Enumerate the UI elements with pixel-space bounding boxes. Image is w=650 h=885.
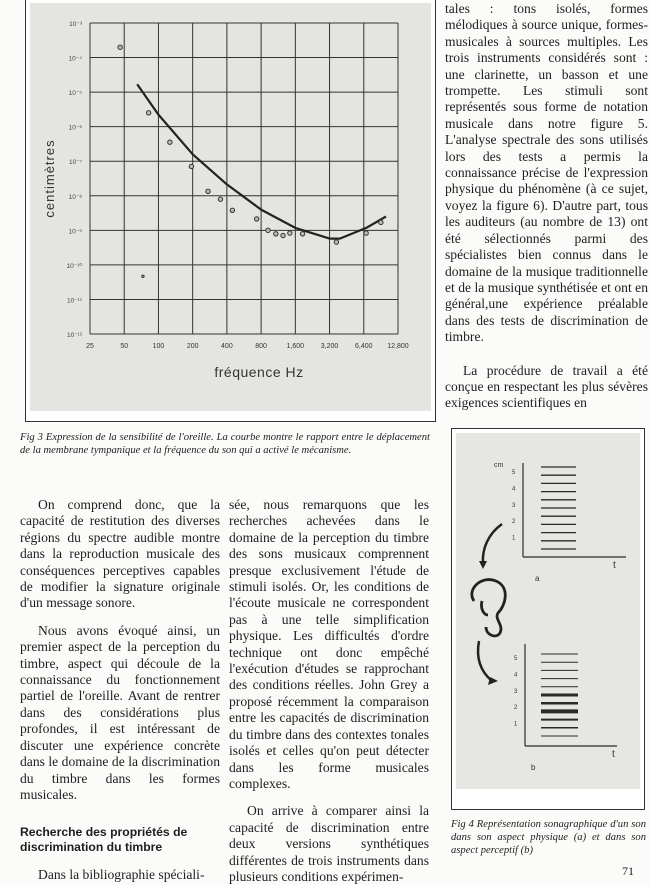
y-tick-label: 10⁻⁸ — [68, 193, 82, 201]
x-tick-label: 25 — [86, 343, 94, 350]
y-axis-label: centimètres — [42, 139, 57, 218]
x-tick-label: 100 — [152, 343, 165, 350]
y-tick-label: 3 — [514, 688, 518, 695]
x-tick-label: 800 — [255, 343, 267, 350]
x-tick-label: 3,200 — [320, 343, 339, 350]
data-point — [379, 220, 383, 224]
right-column-text — [445, 1, 648, 412]
sonagraph-diagram — [452, 429, 644, 809]
y-tick-label: 10⁻⁷ — [68, 159, 82, 167]
y-tick-label: 4 — [512, 486, 516, 493]
x-tick-label: 50 — [120, 343, 129, 350]
y-tick-label: 5 — [512, 470, 516, 476]
y-tick-label: 5 — [514, 656, 518, 662]
data-point — [118, 45, 122, 49]
y-tick-label: 10⁻⁵ — [68, 90, 82, 98]
data-point — [168, 140, 172, 144]
paragraph: Nous avons évoqué ainsi, un premier aspect de la perception du timbre, aspect qui découle de la connaissance du fonctionnement partiel de l'oreille. Avant de rentrer dans des considérations plus profondes, il est intéressant de discuter une expérience concrète dans le domaine de la discrimination du timbre dans les formes musicales. — [20, 622, 220, 802]
y-tick-label: 10⁻³ — [69, 21, 82, 28]
section-heading: Recherche des propriétés de discrimination du timbre — [20, 825, 188, 855]
paragraph: On arrive à comparer ainsi la capacité de discrimination entre deux versions synthétiques différentes de trois instruments dans plusieurs conditions expérimen- — [229, 803, 429, 884]
data-point — [266, 228, 270, 232]
y-tick-label: 2 — [512, 519, 516, 526]
y-tick-label: 2 — [514, 705, 518, 712]
data-point — [364, 231, 368, 235]
data-point — [189, 164, 193, 168]
y-tick-label: 3 — [512, 502, 516, 509]
column-1 — [20, 497, 220, 884]
x-axis-label: fréquence Hz — [214, 364, 304, 380]
figure-3 — [25, 0, 436, 422]
data-point — [218, 197, 222, 201]
time-axis-label: t — [613, 560, 616, 571]
paragraph: tales : tons isolés, formes mélodiques à source unique, formes-musicales à sources multiples. Les trois instruments considérés sont : une clarinette, un basson et une trompette. Les stimuli sont représentés sous forme de notation musicale dans notre figure 5. L'analyse spectrale des sons utilisés lors des tests a permis la connaissance précise de l'expression physique du phénomène (à ce sujet, voyez la figure 6). D'autre part, tous les auditeurs (au nombre de 13) ont été sélectionnés parmi des spécialistes bien connus dans le domaine de la musique traditionnelle et de la musique synthétisée et ont en général,une expérience préalable dans des tests de discrimination de timbre. — [445, 1, 648, 345]
y-tick-label: 10⁻⁹ — [68, 228, 82, 236]
data-point — [254, 217, 258, 221]
data-point — [206, 189, 210, 193]
figure-4 — [451, 428, 645, 810]
data-point — [230, 208, 234, 212]
paragraph: On comprend donc, que la capacité de restitution des diverses régions du spectre audible montre dans la reproduction musicale des conséquences perceptives capables de modifier la signature originale d'un message sonore. — [20, 497, 220, 611]
y-tick-label: 10⁻¹¹ — [67, 297, 82, 305]
column-2 — [229, 497, 429, 885]
panel-b-label: b — [531, 763, 536, 772]
y-tick-label: 4 — [514, 672, 518, 679]
sensitivity-chart — [26, 0, 435, 421]
time-axis-label: t — [612, 749, 615, 760]
data-point — [288, 231, 292, 235]
paragraph: La procédure de travail a été conçue en respectant les plus sévères exigences scientifiques en — [445, 362, 648, 411]
y-tick-label: 1 — [512, 535, 516, 542]
y-tick-label: 10⁻¹⁰ — [66, 262, 82, 270]
data-point — [300, 232, 304, 236]
x-tick-label: 1,600 — [286, 343, 305, 350]
paragraph: Dans la bibliographie spéciali- — [38, 867, 205, 883]
y-tick-label: 10⁻⁴ — [68, 55, 82, 63]
figure-4-caption: Fig 4 Représentation sonagraphique d'un son dans son aspect physique (a) et dans son aspect perceptif (b) — [451, 819, 646, 856]
x-tick-label: 12,800 — [387, 343, 409, 350]
x-tick-label: 200 — [186, 343, 199, 350]
x-tick-label: 6,400 — [355, 343, 373, 350]
data-point — [142, 275, 144, 277]
y-tick-label: 10⁻¹² — [67, 332, 82, 339]
data-point — [281, 233, 285, 237]
panel-a-label: a — [535, 574, 540, 583]
y-tick-label: 1 — [514, 721, 518, 728]
figure-3-caption: Fig 3 Expression de la sensibilité de l'oreille. La courbe montre le rapport entre le déplacement de la membrane tympanique et la fréquence du son qui a activé le mécanisme. — [20, 432, 430, 456]
data-point — [146, 111, 150, 115]
y-tick-label: 10⁻⁶ — [68, 124, 82, 132]
data-point — [334, 240, 338, 244]
paragraph: sée, nous remarquons que les recherches achevées dans le domaine de la perception du timbre des sons musicaux comprennent presque exclusivement l'étude de stimuli isolés. Or, les conditions de l'écoute musicale ne correspondent pas à une telle simplification physique. Les difficultés d'ordre technique ont donc empêché l'exécution d'études se rapprochant des conditions réelles. John Grey a proposé récemment la comparaison entre les capacités de discrimination du timbre dans des contextes tonales isolés et celles qu'on peut détecter dans les forme musicales complexes. — [229, 497, 429, 791]
page-number: 71 — [622, 864, 634, 878]
x-tick-label: 400 — [221, 343, 233, 350]
unit-label: cm — [494, 462, 504, 469]
data-point — [274, 232, 278, 236]
